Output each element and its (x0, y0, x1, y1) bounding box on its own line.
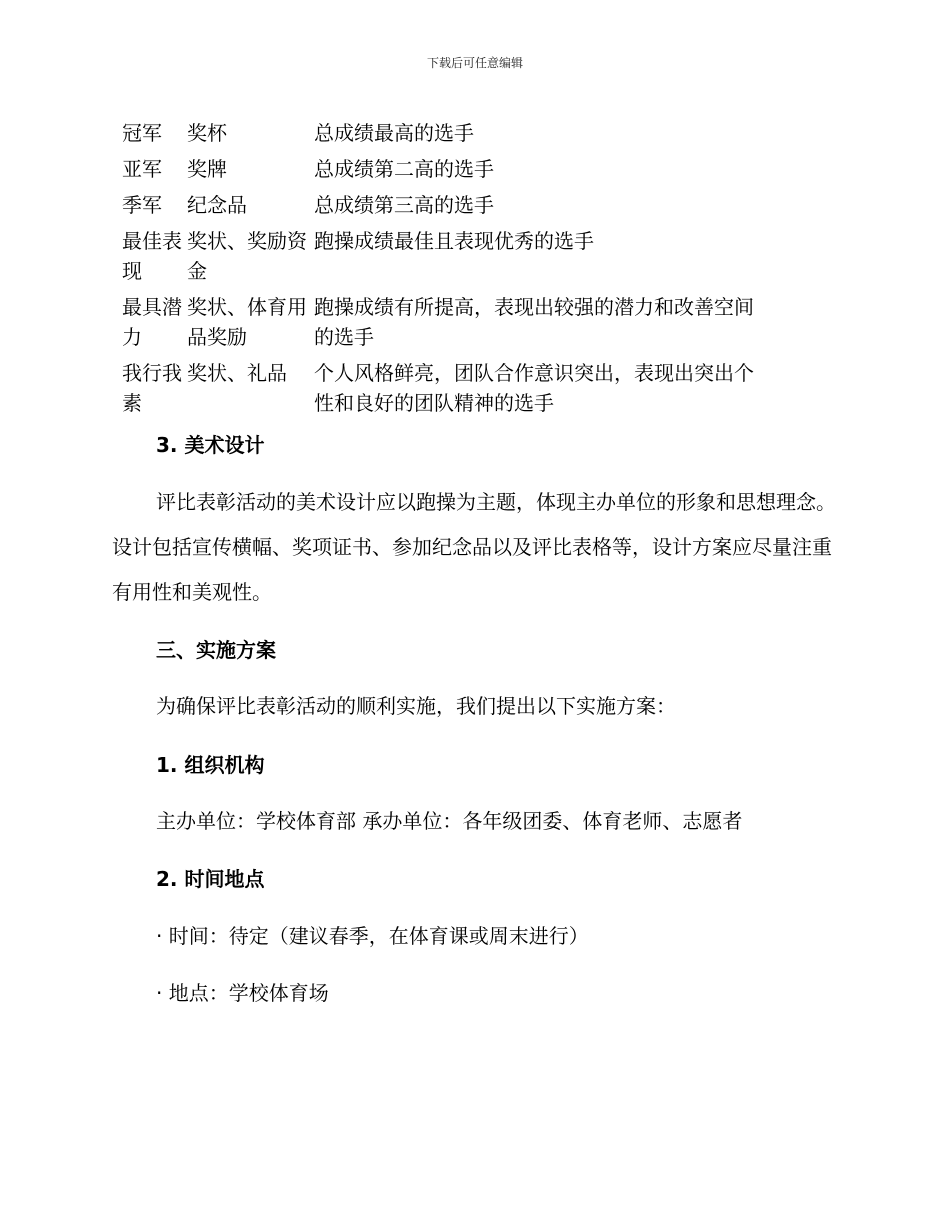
award-criteria: 跑操成绩有所提高，表现出较强的潜力和改善空间的选手 (314, 295, 754, 349)
award-prize: 奖状、礼品 (187, 361, 287, 385)
award-prize: 奖状、奖励资金 (187, 229, 307, 283)
heading-art-design: 3. 美术设计 (156, 433, 265, 457)
award-criteria: 个人风格鲜亮，团队合作意识突出，表现出突出个性和良好的团队精神的选手 (314, 361, 754, 415)
award-row (122, 154, 754, 184)
award-prize: 奖状、体育用品奖励 (187, 295, 307, 349)
award-name: 冠军 (122, 121, 162, 145)
heading-organization: 1. 组织机构 (156, 753, 265, 777)
award-prize: 奖牌 (187, 157, 227, 181)
award-criteria: 总成绩第二高的选手 (314, 157, 494, 181)
award-criteria: 跑操成绩最佳且表现优秀的选手 (314, 229, 594, 253)
award-name: 亚军 (122, 157, 162, 181)
heading-implementation-plan: 三、实施方案 (156, 638, 276, 662)
place-text: · 地点：学校体育场 (156, 981, 329, 1005)
art-design-paragraph: 评比表彰活动的美术设计应以跑操为主题，体现主办单位的形象和思想理念。设计包括宣传横幅、奖项证书、参加纪念品以及评比表格等，设计方案应尽量注重有用性和美观性。 (112, 490, 836, 604)
award-prize: 奖杯 (187, 121, 227, 145)
award-row (122, 358, 754, 418)
time-text: · 时间：待定（建议春季，在体育课或周末进行） (156, 924, 589, 948)
award-name: 我行我素 (122, 361, 182, 415)
award-row (122, 292, 754, 352)
award-criteria: 总成绩最高的选手 (314, 121, 474, 145)
award-row (122, 226, 754, 286)
implementation-intro: 为确保评比表彰活动的顺利实施，我们提出以下实施方案： (156, 694, 676, 718)
award-prize: 纪念品 (187, 193, 247, 217)
award-row (122, 190, 754, 220)
award-name: 最佳表现 (122, 229, 182, 283)
awards-table (122, 118, 754, 424)
award-name: 最具潜力 (122, 295, 182, 349)
organization-text: 主办单位：学校体育部 承办单位：各年级团委、体育老师、志愿者 (156, 809, 743, 833)
award-row (122, 118, 754, 148)
award-criteria: 总成绩第三高的选手 (314, 193, 494, 217)
page-header: 下载后可任意编辑 (426, 56, 523, 70)
heading-time-place: 2. 时间地点 (156, 867, 265, 891)
award-name: 季军 (122, 193, 162, 217)
